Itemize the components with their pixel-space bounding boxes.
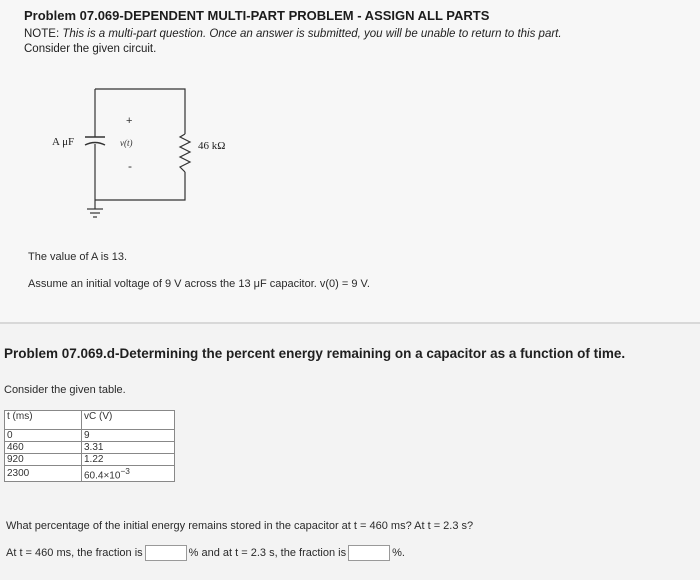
table-cell-mantissa: 60.4×10 [84,470,121,482]
table-cell: 2300 [5,466,82,482]
resistor-label: 46 kΩ [198,140,226,152]
a-value-text: The value of A is 13. [28,251,128,263]
table-row [5,430,175,442]
answer-line [6,545,405,561]
table-cell: 9 [82,430,175,442]
voltage-label: v(t) [120,138,133,148]
consider-circuit-text: Consider the given circuit. [24,43,157,55]
table-cell: 3.31 [82,442,175,454]
circuit-wire-top [95,89,185,134]
table-cell: 0 [5,430,82,442]
part-title: Problem 07.069.d-Determining the percent energy remaining on a capacitor as a function of time. [4,346,626,361]
table-header-cell: t (ms) [5,411,82,430]
table-cell [82,466,175,482]
assume-text: Assume an initial voltage of 9 V across the 13 μF capacitor. v(0) = 9 V. [28,278,370,290]
table-row [5,442,175,454]
answer-prefix: At t = 460 ms, the fraction is [6,547,143,559]
answer-suffix: %. [392,547,405,559]
problem-title: Problem 07.069-DEPENDENT MULTI-PART PROBLEM - ASSIGN ALL PARTS [24,8,490,23]
data-table [4,410,175,482]
table-row [5,466,175,482]
capacitor-label: A μF [52,136,75,148]
table-row [5,454,175,466]
note-text: This is a multi-part question. Once an answer is submitted, you will be unable to return to this part. [62,28,562,40]
table-cell: 460 [5,442,82,454]
table-cell-exponent: −3 [120,466,130,476]
consider-table-text: Consider the given table. [4,384,126,396]
voltage-minus: - [128,159,132,173]
resistor-symbol [180,134,190,172]
answer-mid: % and at t = 2.3 s, the fraction is [188,547,347,559]
table-cell: 920 [5,454,82,466]
voltage-plus: + [126,115,133,127]
table-header-row [5,411,175,430]
question-text: What percentage of the initial energy remains stored in the capacitor at t = 460 ms? At t = 2.3 s? [6,520,474,532]
note-line [24,28,562,40]
table-cell: 1.22 [82,454,175,466]
circuit-diagram [40,82,280,232]
table-header-cell: vC (V) [82,411,175,430]
answer-input-460ms[interactable] [145,545,187,561]
circuit-wire-bottom [95,172,185,200]
note-label: NOTE: [24,28,60,40]
answer-input-2-3s[interactable] [348,545,390,561]
